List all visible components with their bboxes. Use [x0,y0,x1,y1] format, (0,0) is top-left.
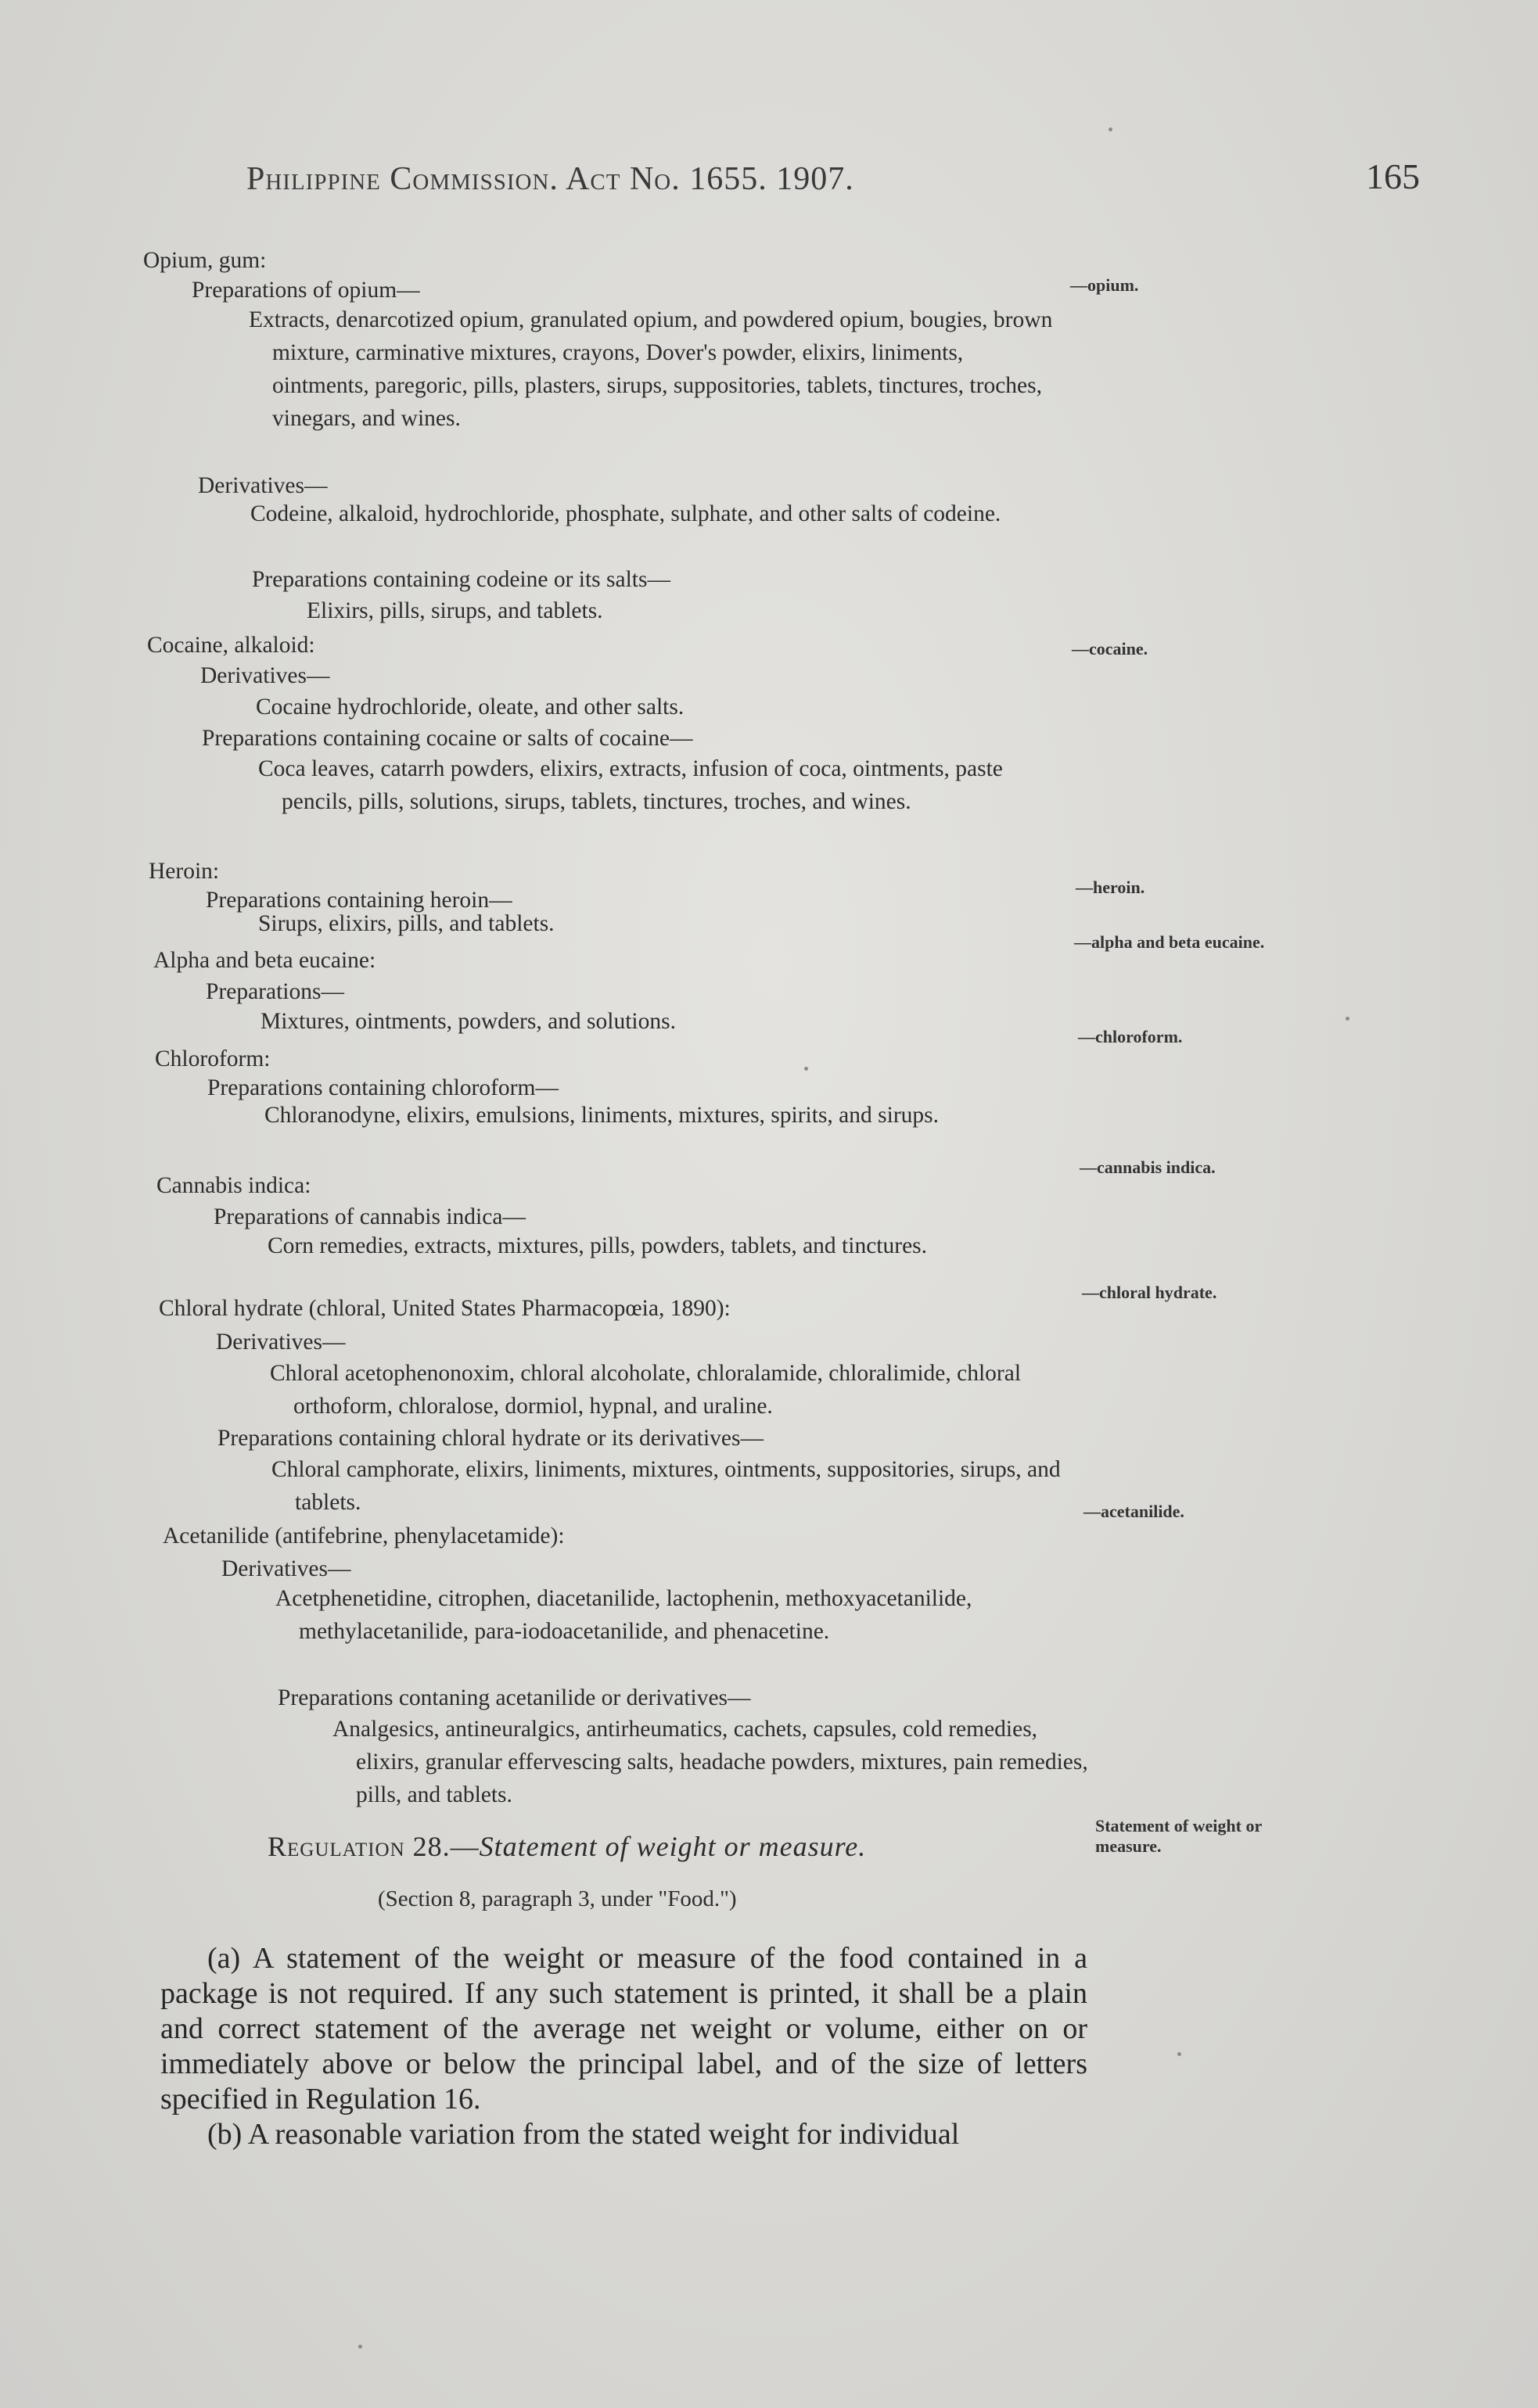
paper-speck [358,2345,362,2349]
entry-cocaine-preparations: Preparations containing cocaine or salts of cocaine— [202,726,693,751]
margin-note-cocaine: —cocaine. [1072,639,1148,659]
entry-codeine-forms: Elixirs, pills, sirups, and tablets. [307,598,603,623]
cannabis-forms-text: Corn remedies, extracts, mixtures, pills, powders, tablets, and tinctures. [268,1233,928,1258]
entry-heroin-preparations: Preparations containing heroin— [206,888,512,913]
entry-codeine-salts [250,497,1056,530]
entry-chloral-preparations: Preparations containing chloral hydrate or its derivatives— [217,1426,764,1451]
margin-note-eucaine: —alpha and beta eucaine. [1074,932,1265,952]
coca-products-text: Coca leaves, catarrh powders, elixirs, extracts, infusion of coca, ointments, paste pencils, pills, solutions, sirups, tablets, tinctures, troches, and wines. [258,756,1003,814]
chloral-forms-text: Chloral camphorate, elixirs, liniments, mixtures, ointments, suppositories, sirups, and tablets. [271,1457,1061,1515]
opium-preparations-text: Extracts, denarcotized opium, granulated opium, and powdered opium, bougies, brown mixture, carminative mixtures, crayons, Dover's powder, elixirs, liniments, ointments, paregoric, pills, plasters, sirups, suppositories, tablets, tinctures, troches, vinegars, and wines. [249,307,1053,431]
regulation-heading [268,1830,866,1863]
entry-cannabis-preparations: Preparations of cannabis indica— [214,1204,526,1229]
margin-note-acetanilide: —acetanilide. [1083,1502,1184,1521]
entry-cannabis-forms [268,1229,1073,1262]
paper-speck [1177,2052,1181,2056]
entry-eucaine: Alpha and beta eucaine: [153,948,376,973]
chloroform-forms-text: Chloranodyne, elixirs, emulsions, liniments, mixtures, spirits, and sirups. [264,1103,939,1128]
entry-opium-preparations: Preparations of opium— [192,278,420,303]
entry-heroin-forms: Sirups, elixirs, pills, and tablets. [258,911,555,936]
page-number: 165 [1366,156,1420,196]
regulation-subtitle: (Section 8, paragraph 3, under "Food.") [378,1886,737,1911]
entry-chloroform: Chloroform: [155,1046,271,1071]
entry-cocaine-derivatives: Derivatives— [200,663,330,688]
margin-note-chloroform: —chloroform. [1078,1027,1183,1046]
chloral-derivative-text: Chloral acetophenonoxim, chloral alcoholate, chloralamide, chloralimide, chloral orthoform, chloralose, dormiol, hypnal, and uraline. [270,1361,1022,1419]
entry-heroin: Heroin: [149,859,220,884]
entry-chloral-hydrate: Chloral hydrate (chloral, United States Pharmacopœia, 1890): [159,1296,731,1321]
margin-note-cannabis: —cannabis indica. [1080,1157,1216,1177]
entry-chloral-forms [271,1453,1077,1519]
paper-speck [1346,1017,1349,1021]
paper-speck [804,1067,808,1071]
entry-eucaine-forms: Mixtures, ointments, powders, and solutions. [261,1009,676,1034]
entry-chloroform-preparations: Preparations containing chloroform— [207,1075,559,1100]
entry-acetanilide-forms [332,1713,1091,1811]
entry-cocaine-alkaloid: Cocaine, alkaloid: [147,633,315,658]
entry-opium-derivatives: Derivatives— [198,473,328,498]
entry-acetanilide: Acetanilide (antifebrine, phenylacetamide): [163,1523,565,1549]
margin-note-opium: —opium. [1070,275,1139,295]
regulation-title: Statement of weight or measure. [479,1831,867,1862]
entry-chloral-derivatives: Derivatives— [216,1330,346,1355]
acetanilide-forms-text: Analgesics, antineuralgics, antirheumatics, cachets, capsules, cold remedies, elixirs, granular effervescing salts, headache powders, mixtures, pain remedies, pills, and tablets. [332,1717,1088,1807]
paragraph-a: (a) A statement of the weight or measure of the food contained in a package is not required. If any such statement is printed, it shall be a plain and correct statement of the average net weight or volume, either on or immediately above or below the principal label, and of the size of letters specified in Regulation 16. [160,1942,1087,2116]
entry-chloral-derivative-list [270,1357,1076,1423]
entry-chloroform-forms [264,1099,1070,1132]
acetanilide-derivative-text: Acetphenetidine, citrophen, diacetanilide, lactophenin, methoxyacetanilide, methylacetanilide, para-iodoacetanilide, and phenacetine. [275,1586,972,1644]
entry-opium-gum: Opium, gum: [143,248,267,273]
margin-note-statement: Statement of weight or measure. [1095,1816,1262,1856]
page-header [246,156,1420,207]
entry-acetanilide-derivatives: Derivatives— [221,1556,351,1581]
entry-codeine-preparations: Preparations containing codeine or its salts— [252,567,670,592]
margin-note-heroin: —heroin. [1076,877,1145,897]
entry-eucaine-preparations: Preparations— [206,979,344,1004]
entry-cocaine-salts: Cocaine hydrochloride, oleate, and other salts. [256,694,685,720]
paper-speck [1109,127,1112,131]
entry-opium-preparations-list [225,303,1058,435]
regulation-number: Regulation 28.— [268,1831,480,1862]
entry-cannabis: Cannabis indica: [156,1173,311,1198]
margin-note-chloral: —chloral hydrate. [1082,1283,1217,1302]
running-title: Philippine Commission. Act No. 1655. 1907. [246,161,854,197]
entry-acetanilide-preparations: Preparations contaning acetanilide or derivatives— [278,1685,751,1710]
entry-acetanilide-derivative-list [275,1582,1085,1648]
codeine-salts-text: Codeine, alkaloid, hydrochloride, phosphate, sulphate, and other salts of codeine. [250,501,1001,526]
entry-coca-products [258,752,1068,818]
paragraph-b: (b) A reasonable variation from the stated weight for individual [207,2118,960,2151]
